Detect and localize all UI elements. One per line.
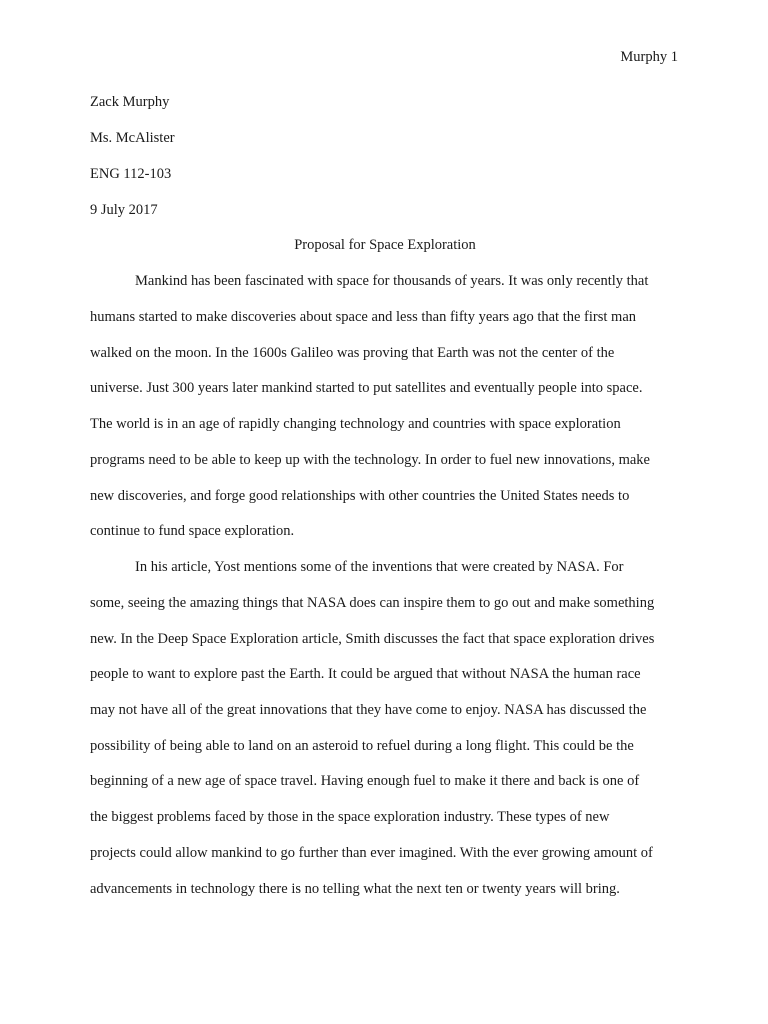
paragraph-1-line: The world is in an age of rapidly changing technology and countries with space exploration [90,416,621,432]
paragraph-2-line: people to want to explore past the Earth. It could be argued that without NASA the human race [90,666,641,682]
paragraph-2-line: In his article, Yost mentions some of the inventions that were created by NASA. For [135,559,624,575]
course-code: ENG 112-103 [90,166,172,182]
paragraph-2-line: beginning of a new age of space travel. Having enough fuel to make it there and back is one of [90,773,640,789]
essay-date: 9 July 2017 [90,202,158,218]
essay-title: Proposal for Space Exploration [294,237,476,253]
paragraph-2-line: projects could allow mankind to go further than ever imagined. With the ever growing amount of [90,845,653,861]
paragraph-2-line: some, seeing the amazing things that NASA does can inspire them to go out and make something [90,595,655,611]
paragraph-1-line: new discoveries, and forge good relationships with other countries the United States needs to [90,488,630,504]
paragraph-2-line: possibility of being able to land on an asteroid to refuel during a long flight. This could be the [90,738,634,754]
paragraph-1-line: continue to fund space exploration. [90,523,295,539]
running-head: Murphy 1 [620,49,678,65]
paragraph-2-line: the biggest problems faced by those in the space exploration industry. These types of new [90,809,610,825]
instructor-name: Ms. McAlister [90,130,175,146]
paragraph-1-line: Mankind has been fascinated with space for thousands of years. It was only recently that [135,273,649,289]
paragraph-1-line: programs need to be able to keep up with the technology. In order to fuel new innovations, make [90,452,650,468]
paragraph-1-line: humans started to make discoveries about space and less than fifty years ago that the first man [90,309,637,325]
paragraph-2-line: advancements in technology there is no telling what the next ten or twenty years will bring. [90,881,620,897]
paragraph-1-line: universe. Just 300 years later mankind started to put satellites and eventually people into space. [90,380,643,396]
paragraph-1-line: walked on the moon. In the 1600s Galileo was proving that Earth was not the center of the [90,345,615,361]
paragraph-2-line: may not have all of the great innovations that they have come to enjoy. NASA has discussed the [90,702,647,718]
student-name: Zack Murphy [90,94,170,110]
paragraph-2-line: new. In the Deep Space Exploration article, Smith discusses the fact that space exploration drives [90,631,655,647]
